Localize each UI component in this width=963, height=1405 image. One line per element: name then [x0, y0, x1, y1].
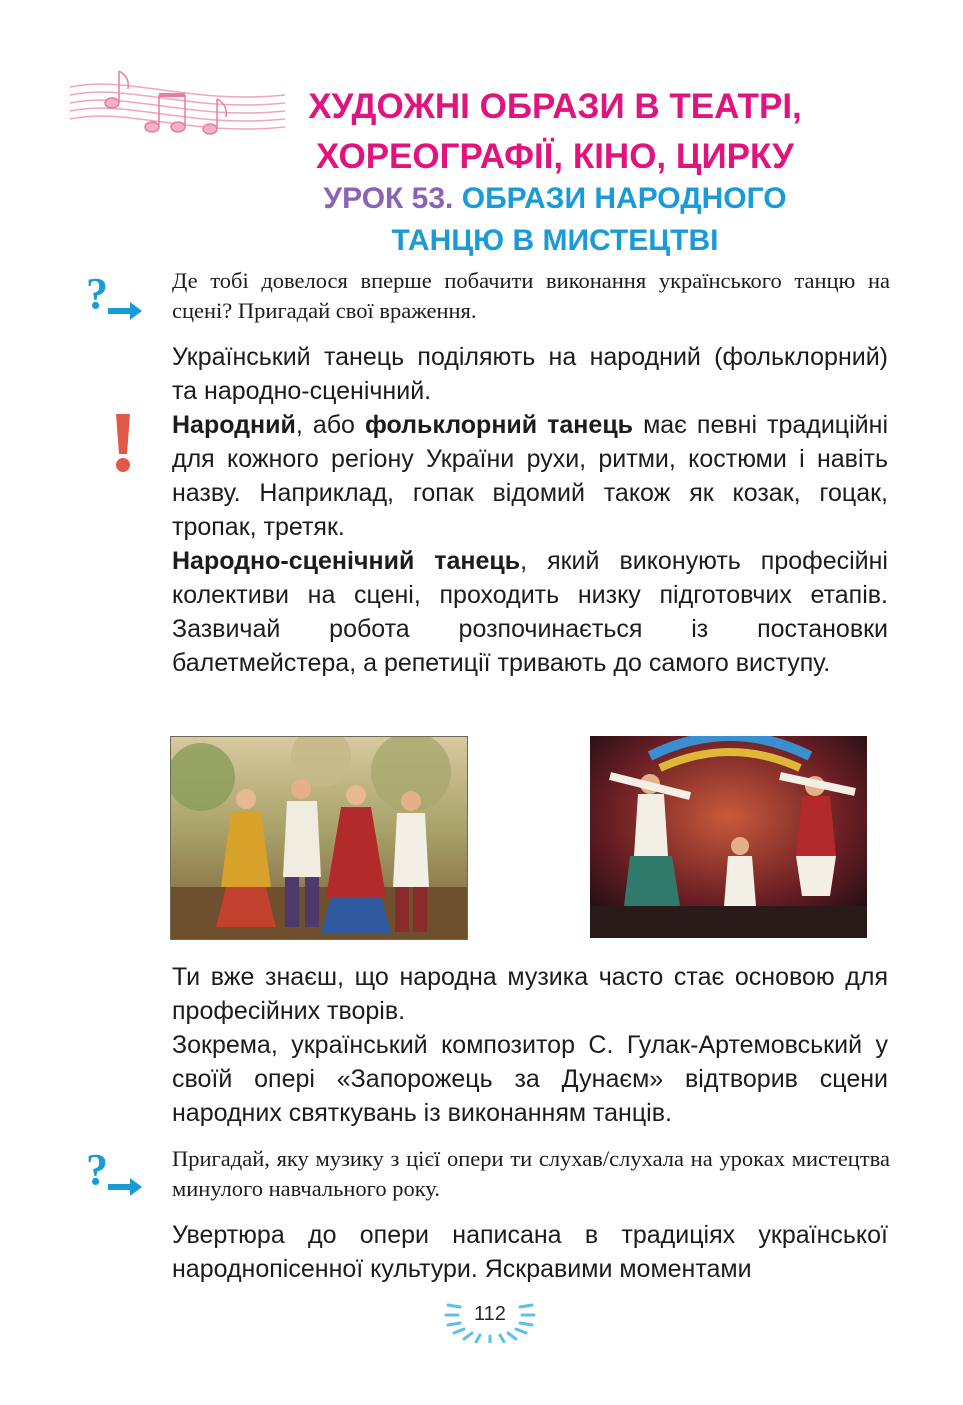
stage-dance-paragraph: [172, 544, 888, 680]
intro-paragraph: Український танець поділяють на народний (фольклорний) та народно-сценічний.: [172, 343, 888, 405]
stage-dance-photo-image: [590, 736, 867, 938]
overture-paragraph: Увертюра до опери написана в традиціях української народнопісенної культури. Яскравими моментами: [172, 1221, 888, 1283]
svg-text:?: ?: [86, 1146, 108, 1194]
title-line-2: ХОРЕОГРАФІЇ, КІНО, ЦИРКУ: [316, 137, 794, 176]
question-arrow-icon: [84, 1146, 144, 1198]
svg-text:?: ?: [86, 270, 108, 318]
lesson-number: УРОК 53.: [323, 182, 454, 215]
question-1-text: Де тобі довелося вперше побачити виконання українського танцю на сцені? Пригадай свої враження.: [172, 268, 890, 323]
folk-dance-paragraph: [172, 408, 888, 544]
folk-dance-description: має певні традиційні для кожного регіону України рухи, ритми, костюми і навіть назву. Наприклад, гопак відомий також як козак, гоцак, тропак, третяк.: [172, 411, 889, 541]
page-number-badge: [440, 1293, 540, 1343]
opera-paragraph: Зокрема, український композитор С. Гулак-Артемовський у своїй опері «Запорожець за Дунаєм» відтворив сцени народних святкувань із виконанням танців.: [172, 1031, 888, 1127]
folk-dance-term: Народний: [172, 411, 296, 439]
exclamation-icon: [110, 412, 136, 474]
lesson-name-line-1: ОБРАЗИ НАРОДНОГО: [461, 182, 787, 215]
folk-music-paragraph: Ти вже знаєш, що народна музика часто стає основою для професійних творів.: [172, 963, 888, 1025]
folklore-dance-term: фольклорний танець: [364, 411, 634, 439]
folk-dance-painting-image: [170, 736, 468, 940]
page-number: 112: [474, 1303, 506, 1325]
stage-dance-description: , який виконують професійні колективи на сцені, проходить низку підготовчих етапів. Зазвичай робота розпочинається із постановки балетмейстера, а репетиції тривають до самого виступу.: [172, 547, 888, 677]
stage-dance-term: Народно-сценічний танець: [172, 547, 521, 575]
page-title: [250, 82, 860, 182]
lesson-name-line-2: ТАНЦЮ В МИСТЕЦТВІ: [391, 224, 719, 257]
question-2-text: Пригадай, яку музику з цієї опери ти слухав/слухала на уроках мистецтва минулого навчального року.: [172, 1146, 890, 1201]
folk-dance-separator: , або: [295, 411, 365, 439]
title-line-1: ХУДОЖНІ ОБРАЗИ В ТЕАТРІ,: [308, 87, 802, 126]
lesson-heading: [250, 178, 860, 262]
question-arrow-icon: [84, 270, 144, 322]
